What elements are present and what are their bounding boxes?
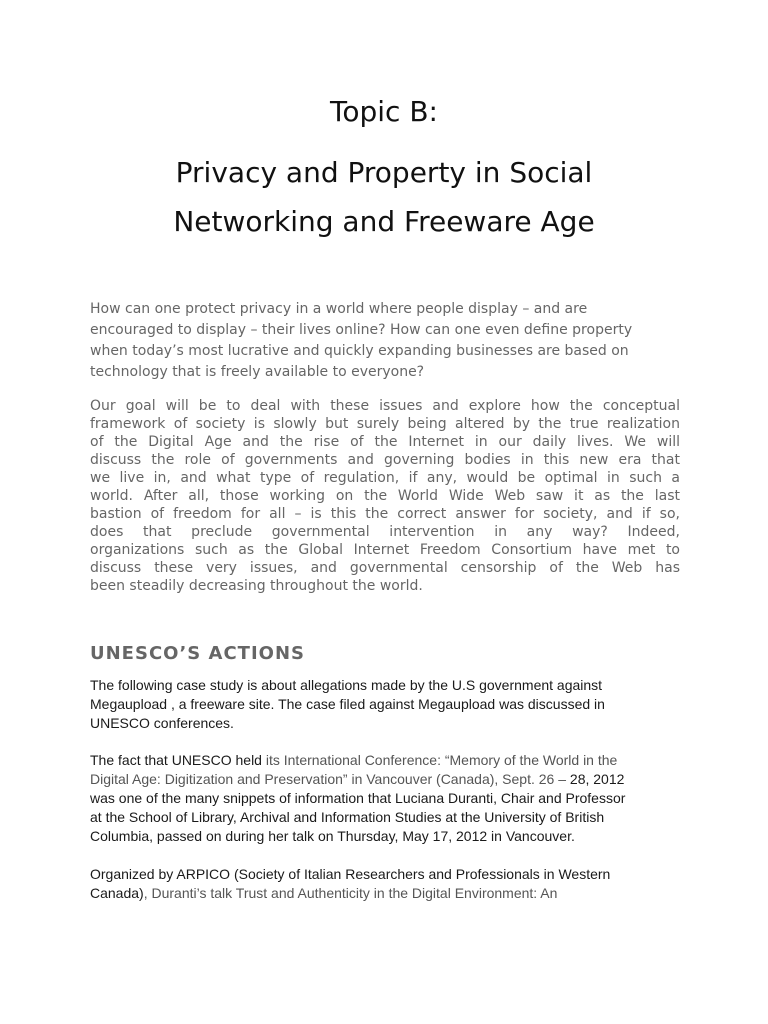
intro-line: encouraged to display – their lives online? How can one even define property bbox=[90, 322, 633, 338]
text-span: its International Conference: “Memory of the World in the bbox=[261, 752, 618, 768]
unesco-line: Megaupload , a freeware site. The case filed against Megaupload was discussed in bbox=[90, 696, 605, 712]
intro-line: when today’s most lucrative and quickly expanding businesses are based on bbox=[90, 343, 629, 359]
text-span: Canada) bbox=[90, 885, 144, 901]
goal-line: world. After all, those working on the World Wide Web saw it as the last bbox=[90, 488, 680, 504]
unesco-line: at the School of Library, Archival and Information Studies at the University of British bbox=[90, 809, 605, 825]
unesco-line: UNESCO conferences. bbox=[90, 715, 234, 731]
topic-label: Topic B: bbox=[330, 95, 438, 128]
text-span: The fact that UNESCO held bbox=[90, 752, 262, 768]
goal-line: been steadily decreasing throughout the world. bbox=[90, 578, 423, 594]
unesco-line bbox=[90, 751, 680, 769]
goal-line: of the Digital Age and the rise of the Internet in our daily lives. We will bbox=[90, 434, 680, 450]
title-line-1: Privacy and Property in Social bbox=[175, 156, 593, 189]
text-span: , Duranti’s talk Trust and Authenticity in the Digital Environment: An bbox=[143, 885, 558, 901]
section-heading: UNESCO’S ACTIONS bbox=[90, 643, 305, 664]
intro-line: technology that is freely available to everyone? bbox=[90, 364, 425, 380]
goal-line: does that preclude governmental intervention in any way? Indeed, bbox=[90, 524, 680, 540]
goal-line: discuss the role of governments and governing bodies in this new era that bbox=[90, 452, 680, 468]
goal-line: bastion of freedom for all – is this the correct answer for society, and if so, bbox=[90, 506, 680, 522]
goal-line: Our goal will be to deal with these issues and explore how the conceptual bbox=[90, 398, 680, 414]
text-span: Digital Age: Digitization and Preservation” in Vancouver (Canada), Sept. 26 – bbox=[90, 771, 567, 787]
goal-line: discuss these very issues, and governmental censorship of the Web has bbox=[90, 560, 680, 576]
title-line-2: Networking and Freeware Age bbox=[173, 205, 595, 238]
unesco-line: was one of the many snippets of information that Luciana Duranti, Chair and Professor bbox=[90, 790, 626, 806]
text-span: 28, 2012 bbox=[566, 771, 625, 787]
intro-line: How can one protect privacy in a world where people display – and are bbox=[90, 301, 588, 317]
goal-line: we live in, and what type of regulation, if any, would be optimal in such a bbox=[90, 470, 680, 486]
unesco-line: Columbia, passed on during her talk on Thursday, May 17, 2012 in Vancouver. bbox=[90, 828, 575, 844]
unesco-line bbox=[90, 884, 680, 902]
unesco-line: The following case study is about allegations made by the U.S government against bbox=[90, 677, 603, 693]
unesco-line bbox=[90, 770, 680, 788]
goal-line: organizations such as the Global Internet Freedom Consortium have met to bbox=[90, 542, 680, 558]
goal-line: framework of society is slowly but surely being altered by the true realization bbox=[90, 416, 680, 432]
unesco-line: Organized by ARPICO (Society of Italian Researchers and Professionals in Western bbox=[90, 866, 611, 882]
